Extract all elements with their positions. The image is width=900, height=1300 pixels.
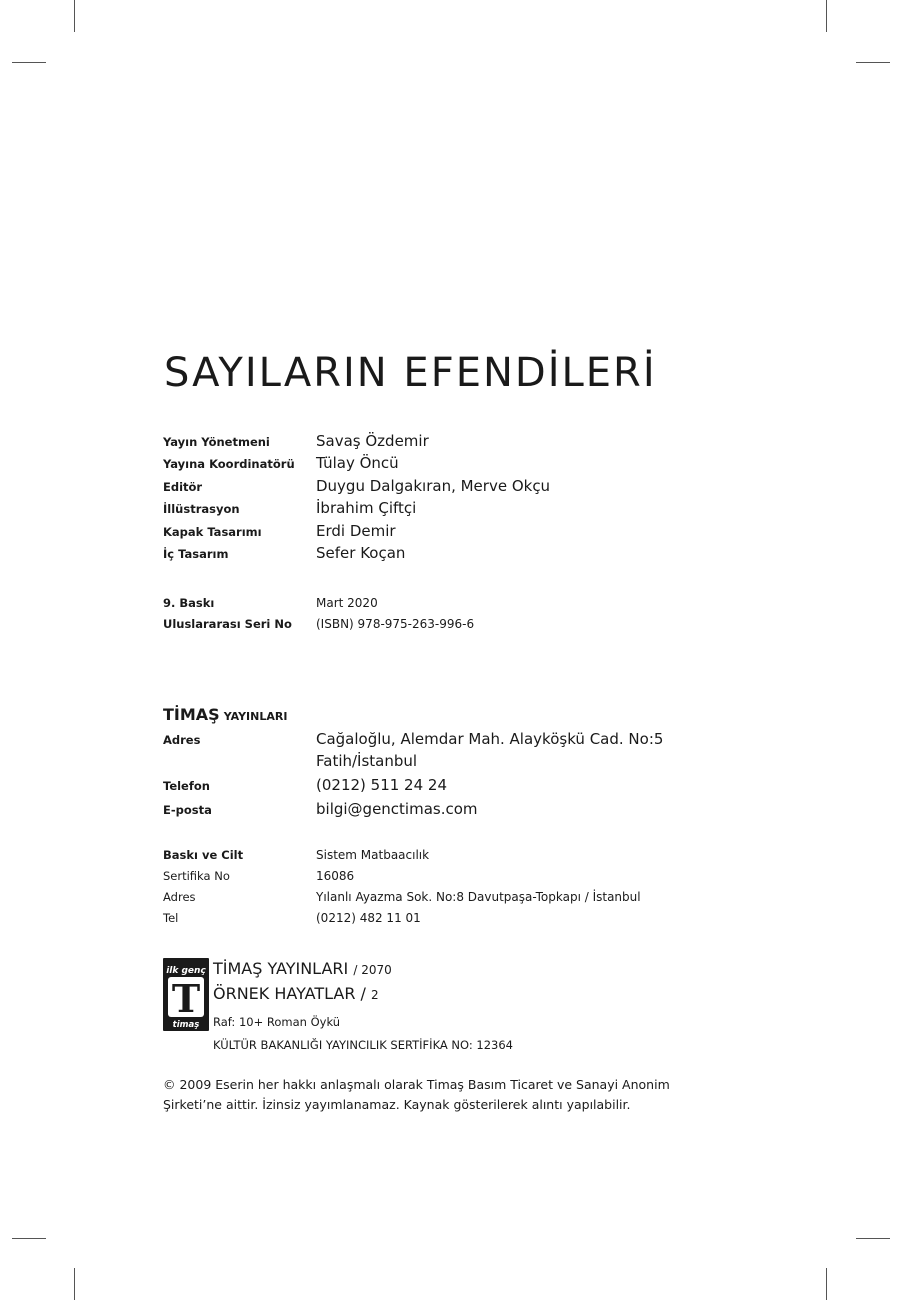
publisher-label: Telefon [163, 779, 210, 793]
logo-top-text: ilk genç [166, 966, 206, 976]
credit-row [163, 475, 763, 497]
edition-row [163, 591, 763, 613]
crop-mark [74, 1268, 75, 1300]
printer-value: Yılanlı Ayazma Sok. No:8 Davutpaşa-Topkapı / İstanbul [316, 890, 641, 904]
logo-bottom-text: timaş [172, 1020, 200, 1030]
publisher-row [163, 798, 763, 820]
publisher-address-line2: Fatih/İstanbul [316, 752, 418, 770]
printer-label: Sertifika No [163, 869, 230, 883]
edition-row [163, 612, 763, 634]
printer-label: Baskı ve Cilt [163, 848, 244, 862]
isbn-label: Uluslararası Seri No [163, 617, 292, 631]
printer-row [163, 843, 763, 865]
credit-value: Erdi Demir [316, 522, 396, 540]
printer-label: Adres [163, 890, 196, 904]
publisher-email: bilgi@genctimas.com [316, 800, 478, 818]
publisher-name-suffix: YAYINLARI [223, 710, 288, 723]
series-publisher-line [213, 959, 392, 978]
publisher-row [163, 774, 763, 796]
credit-label: Yayına Koordinatörü [163, 457, 295, 471]
publisher-name [163, 705, 287, 724]
publisher-name-main: TİMAŞ [163, 705, 220, 724]
series-name: ÖRNEK HAYATLAR / [213, 984, 366, 1003]
crop-mark [856, 1238, 890, 1239]
logo-letter: T [171, 976, 201, 1021]
printer-label: Tel [163, 911, 179, 925]
crop-mark [826, 1268, 827, 1300]
credit-value: Tülay Öncü [316, 454, 399, 472]
crop-mark [12, 62, 46, 63]
series-publisher-number: / 2070 [353, 963, 392, 977]
series-name-line [213, 984, 379, 1003]
credit-row [163, 520, 763, 542]
printer-row [163, 906, 763, 928]
publisher-phone: (0212) 511 24 24 [316, 776, 447, 794]
credit-label: Kapak Tasarımı [163, 525, 262, 539]
shelf-info: Raf: 10+ Roman Öykü [213, 1015, 341, 1029]
credit-label: Yayın Yönetmeni [163, 435, 270, 449]
credit-value: İbrahim Çiftçi [316, 499, 417, 517]
crop-mark [856, 62, 890, 63]
credit-row [163, 452, 763, 474]
credit-row [163, 497, 763, 519]
crop-mark [74, 0, 75, 32]
series-number: 2 [371, 988, 379, 1002]
credit-label: İllüstrasyon [163, 502, 240, 516]
printer-value: Sistem Matbaacılık [316, 848, 430, 862]
credit-value: Savaş Özdemir [316, 432, 429, 450]
printer-value: 16086 [316, 869, 355, 883]
crop-mark [12, 1238, 46, 1239]
publisher-label: E-posta [163, 803, 212, 817]
ministry-certificate: KÜLTÜR BAKANLIĞI YAYINCILIK SERTİFİKA NO: 12364 [213, 1038, 513, 1052]
credit-label: Editör [163, 480, 203, 494]
book-title: SAYILARIN EFENDİLERİ [164, 350, 657, 396]
series-publisher: TİMAŞ YAYINLARI [213, 959, 349, 978]
credit-row [163, 542, 763, 564]
publisher-row [163, 750, 763, 772]
printer-row [163, 864, 763, 886]
credit-value: Sefer Koçan [316, 544, 406, 562]
ilk-genc-timas-logo [163, 958, 209, 1031]
publisher-label: Adres [163, 733, 201, 747]
credit-value: Duygu Dalgakıran, Merve Okçu [316, 477, 551, 495]
copyright-notice: © 2009 Eserin her hakkı anlaşmalı olarak Timaş Basım Ticaret ve Sanayi Anonim Şirketi’ne aittir. İzinsiz yayımlanamaz. Kaynak gösterilerek alıntı yapılabilir. [163, 1077, 670, 1112]
credit-label: İç Tasarım [163, 547, 229, 561]
credit-row [163, 430, 763, 452]
crop-mark [826, 0, 827, 32]
printer-value: (0212) 482 11 01 [316, 911, 421, 925]
edition-label: 9. Baskı [163, 596, 215, 610]
publisher-row [163, 728, 763, 750]
publisher-address: Cağaloğlu, Alemdar Mah. Alayköşkü Cad. No:5 [316, 730, 664, 748]
isbn-value: (ISBN) 978-975-263-996-6 [316, 617, 475, 631]
printer-row [163, 885, 763, 907]
edition-value: Mart 2020 [316, 596, 378, 610]
